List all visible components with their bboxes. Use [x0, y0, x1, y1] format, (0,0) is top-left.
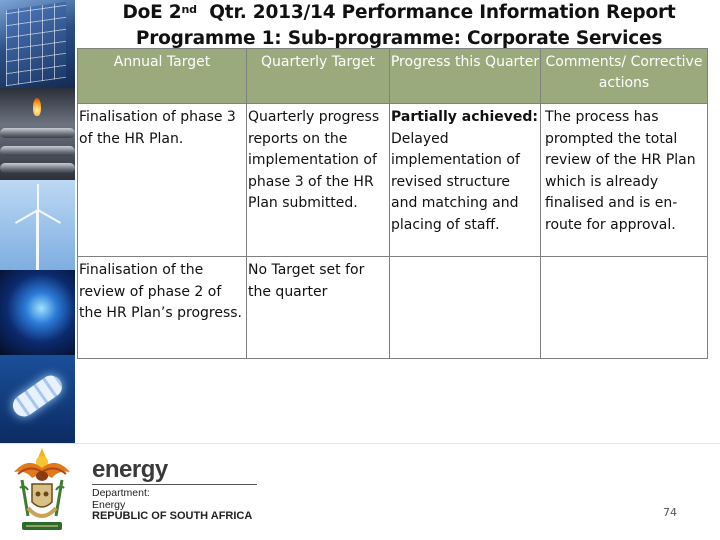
table-row: [78, 104, 708, 257]
gas-flame-image: [0, 270, 75, 355]
cell-comments: The process has prompted the total review of the HR Plan which is already finalised and is en-route for approval.: [541, 104, 708, 257]
cell-progress: [390, 104, 541, 257]
brand-wordmark: energy: [92, 456, 168, 483]
flare-flame-icon: [33, 98, 41, 116]
header-quarterly-target: Quarterly Target: [247, 49, 390, 104]
dept-line-2: Energy: [92, 498, 126, 511]
cell-quarterly-target: Quarterly progress reports on the implementation of phase 3 of the HR Plan submitted.: [247, 104, 390, 257]
header-comments: Comments/ Corrective actions: [541, 49, 708, 104]
cell-annual-target: Finalisation of the review of phase 2 of the HR Plan’s progress.: [78, 257, 247, 359]
gas-pipeline-image: [0, 88, 75, 180]
page-title: [78, 0, 720, 52]
footer: [0, 443, 720, 540]
brand-divider: [92, 484, 257, 485]
progress-status-label: Partially achieved:: [391, 109, 539, 125]
title-line-1: DoE 2nd Qtr. 2013/14 Performance Information Report: [122, 2, 676, 23]
table-header-row: [78, 49, 708, 104]
energy-saving-bulb-image: [0, 355, 75, 443]
south-africa-coat-of-arms-icon: [8, 444, 76, 536]
table-row: [78, 257, 708, 359]
wind-turbine-image: [0, 180, 75, 270]
cell-annual-target: Finalisation of phase 3 of the HR Plan.: [78, 104, 247, 257]
cell-comments: [541, 257, 708, 359]
dept-line-1: Department:: [92, 487, 150, 499]
page-number: 74: [663, 506, 677, 519]
cell-progress: [390, 257, 541, 359]
header-annual-target: Annual Target: [78, 49, 247, 104]
department-label: [92, 488, 252, 523]
header-progress: Progress this Quarter: [390, 49, 541, 104]
progress-detail: Delayed implementation of revised structure and matching and placing of staff.: [391, 130, 520, 233]
energy-image-strip: [0, 0, 75, 443]
solar-panel-image: [0, 0, 75, 88]
dept-line-3: REPUBLIC OF SOUTH AFRICA: [92, 510, 253, 522]
performance-table: [77, 48, 708, 359]
cell-quarterly-target: No Target set for the quarter: [247, 257, 390, 359]
title-line-2: Programme 1: Sub-programme: Corporate Services: [135, 28, 663, 49]
